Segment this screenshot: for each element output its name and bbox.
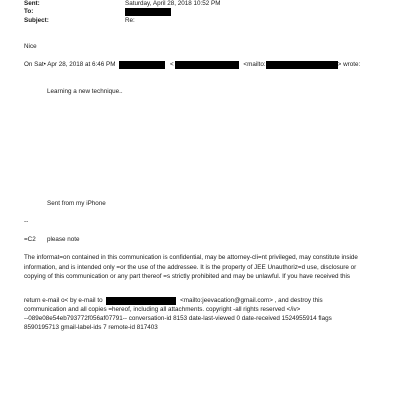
quote-header (24, 61, 360, 69)
please-note: please note (47, 236, 80, 243)
redacted-sender-email (175, 61, 239, 69)
redacted-return-address (106, 297, 176, 305)
redacted-mailto-address (266, 61, 338, 69)
quote-mailto: <mailto: (243, 61, 266, 68)
quoted-text: Learning a new technique.. (47, 88, 123, 95)
return-prefix: return e-mail o< by e-mail to (24, 297, 103, 304)
signature: Sent from my iPhone (47, 200, 106, 207)
quote-prefix: On Sat• Apr 28, 2018 at 6:46 PM (24, 61, 116, 68)
to-label: To: (24, 8, 34, 15)
subject-label: Subject: (24, 17, 49, 24)
eq-c2: =C2 (24, 236, 36, 243)
sent-value: Saturday, April 28, 2018 10:52 PM (125, 0, 221, 7)
disclaimer-paragraph: The informat=on contained in this communication is confidential, may be attorney-cli=nt privileged, may constitute inside information, and is intended only =or the use of the addressee. It is the property of JEE Unauthoriz=d use, disclosure or copying of this communication or any part thereof =s strictly prohibited and may be unlawful. If you have received this (24, 254, 358, 281)
return-line-4: 8590195713 gmail-label-ids 7 remote-id 817403 (24, 324, 158, 331)
subject-value: Re: (125, 17, 135, 24)
return-mailto: <mailto:jeevacation@gmail.com> , and destroy this (180, 297, 323, 304)
return-line-2: communication and all copies =hereof, including all attachments. copyright -all rights reserved </iv> (24, 306, 301, 313)
return-line-3: --089e08e54eb793772f056af07791-- conversation-id 8153 date-last-viewed 0 date-received 1524955914 flags (24, 315, 332, 322)
return-line-1 (24, 297, 323, 305)
greeting: Nice (24, 43, 37, 50)
quote-angle-open: < (169, 61, 174, 68)
redacted-sender-name (119, 61, 165, 69)
quote-wrote: > wrote: (337, 61, 361, 68)
dashes: -- (24, 218, 29, 225)
redacted-recipient (125, 8, 171, 16)
sent-label: Sent: (24, 0, 40, 7)
